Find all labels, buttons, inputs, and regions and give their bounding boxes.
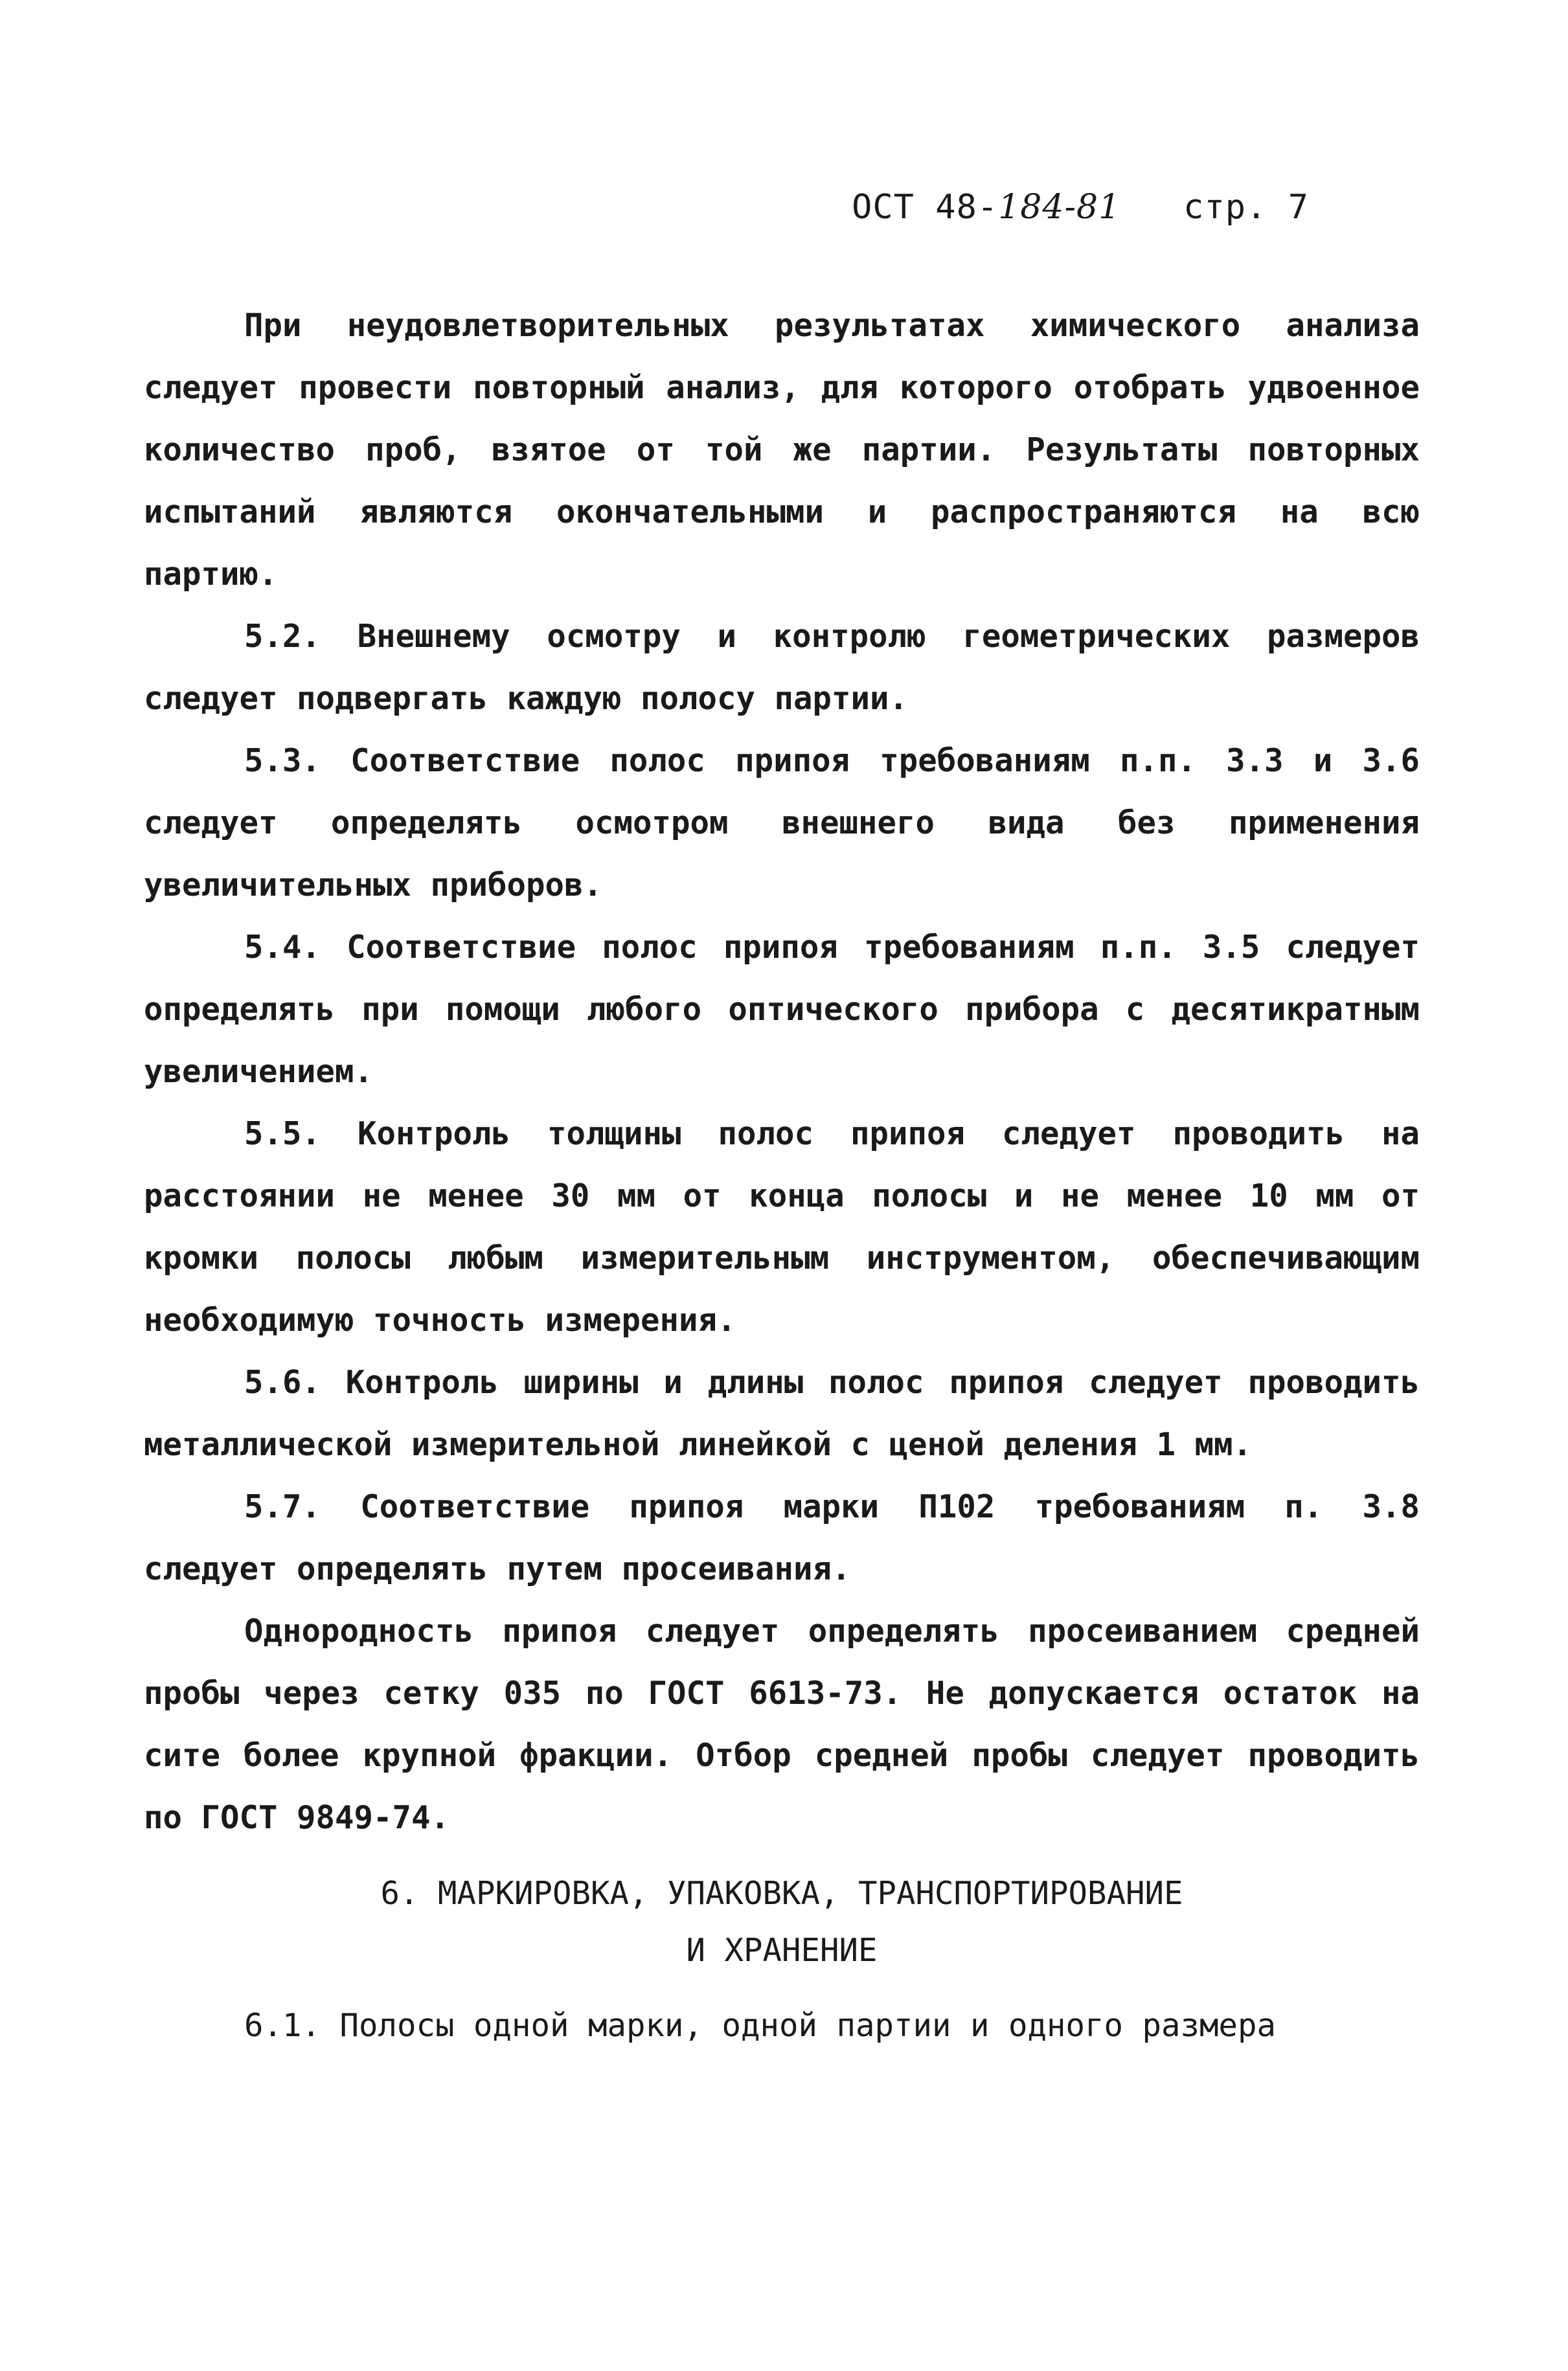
paragraph-chemical-analysis: При неудовлетворительных результатах химического анализа следует провести повторный анализ, для которого отобрать удвоенное количество проб, взятое от той же партии. Результаты повторных испытаний являются окончательными и распространяются на всю партию. — [144, 307, 1420, 593]
paragraph-5-6: 5.6. Контроль ширины и длины полос припоя следует проводить металлической измерительной линейкой с ценой деления 1 мм. — [144, 1364, 1420, 1463]
paragraph-6-1: 6.1. Полосы одной марки, одной партии и одного размера — [244, 2007, 1277, 2044]
paragraph-5-5: 5.5. Контроль толщины полос припоя следует проводить на расстоянии не менее 30 мм от конца полосы и не менее 10 мм от кромки полосы любым измерительным инструментом, обеспечивающим необходимую точность измерения. — [144, 1115, 1420, 1339]
paragraph-5-4: 5.4. Соответствие полос припоя требованиям п.п. 3.5 следует определять при помощи любого оптического прибора с десятикратным увеличением. — [144, 929, 1420, 1090]
body-text — [144, 295, 1420, 1849]
paragraph-5-3: 5.3. Соответствие полос припоя требованиям п.п. 3.3 и 3.6 следует определять осмотром внешнего вида без применения увеличительных приборов. — [144, 742, 1420, 903]
page-label: стр. — [1183, 188, 1267, 227]
section-heading-line2: И ХРАНЕНИЕ — [686, 1932, 878, 1969]
section-heading-line1: 6. МАРКИРОВКА, УПАКОВКА, ТРАНСПОРТИРОВАНИЕ — [380, 1875, 1183, 1912]
doc-id: ОСТ 48- — [852, 188, 999, 227]
page-number: 7 — [1288, 188, 1309, 227]
section-heading — [144, 1865, 1420, 1979]
page-header — [852, 188, 1309, 227]
doc-id-handwritten: 184-81 — [998, 188, 1121, 227]
paragraph-5-7: 5.7. Соответствие припоя марки П102 требованиям п. 3.8 следует определять путем просеивания. — [144, 1488, 1420, 1587]
paragraph-uniformity: Однородность припоя следует определять просеиванием средней пробы через сетку 035 по ГОСТ 6613-73. Не допускается остаток на сите более крупной фракции. Отбор средней пробы следует проводить по ГОСТ 9849-74. — [144, 1613, 1420, 1836]
paragraph-5-2: 5.2. Внешнему осмотру и контролю геометрических размеров следует подвергать каждую полосу партии. — [144, 618, 1420, 717]
